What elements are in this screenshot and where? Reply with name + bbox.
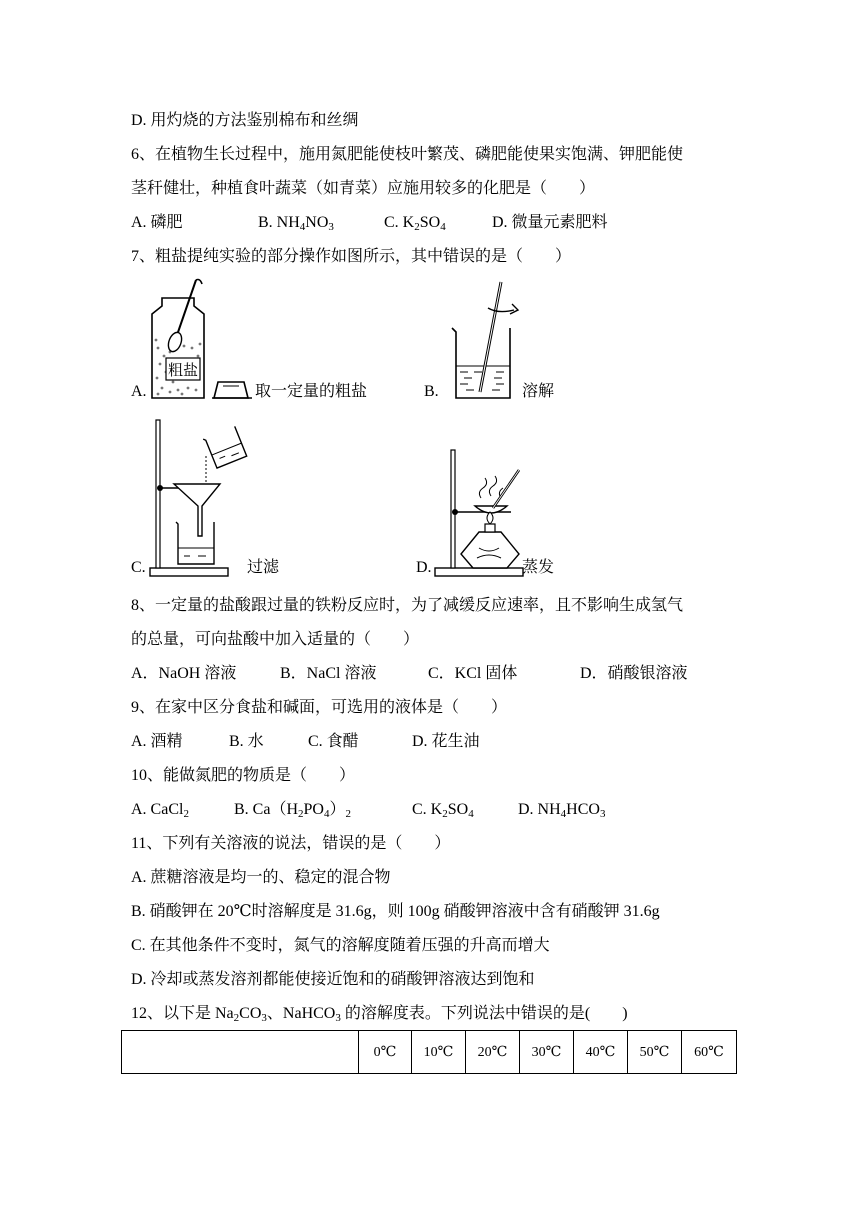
q8-stem-line2: 的总量，可向盐酸中加入适量的（ ） <box>131 631 420 648</box>
table-header-cell: 20℃ <box>466 1031 520 1074</box>
q6-option-d: D. 微量元素肥料 <box>492 214 608 231</box>
q8-stem-line1: 8、一定量的盐酸跟过量的铁粉反应时，为了减缓反应速率，且不影响生成氢气 <box>131 597 684 614</box>
q7-fig-b-beaker-illustration <box>444 278 524 404</box>
q6-option-c: C. $K_2SO_4$ <box>384 214 446 233</box>
q11-option-b: B. 硝酸钾在 20℃时溶解度是 31.6g，则 100g 硝酸钾溶液中含有硝酸钾 31.6g <box>131 903 660 920</box>
q8-option-b: B．NaCl 溶液 <box>280 665 377 682</box>
q10-option-a: A. CaCl$_2$ <box>131 801 189 820</box>
table-header-cell: 10℃ <box>412 1031 466 1074</box>
q11-option-d: D. 冷却或蒸发溶剂都能使接近饱和的硝酸钾溶液达到饱和 <box>131 971 535 988</box>
q10-option-c: C. $K_2SO_4$ <box>412 801 474 820</box>
q10-stem: 10、能做氮肥的物质是（ ） <box>131 767 356 784</box>
q9-option-d: D. 花生油 <box>412 733 480 750</box>
table-header-cell: 40℃ <box>574 1031 628 1074</box>
q6-stem-line1: 6、在植物生长过程中，施用氮肥能使枝叶繁茂、磷肥能使果实饱满、钾肥能使 <box>131 146 684 163</box>
table-header-cell: 30℃ <box>520 1031 574 1074</box>
q11-option-c: C. 在其他条件不变时，氮气的溶解度随着压强的升高而增大 <box>131 937 550 954</box>
q8-option-d: D．硝酸银溶液 <box>580 665 688 682</box>
solubility-table <box>121 1030 737 1074</box>
q10-option-b: B. $Ca(H_2PO_4)_2$ <box>234 801 351 820</box>
q11-stem: 11、下列有关溶液的说法，错误的是（ ） <box>131 835 451 852</box>
table-header-cell: 50℃ <box>628 1031 682 1074</box>
q6-option-b: B. $NH_4NO_3$ <box>258 214 334 233</box>
q6-stem-line2: 茎秆健壮，种植食叶蔬菜（如青菜）应施用较多的化肥是（ ） <box>131 180 596 197</box>
q7-fig-a-label: 取一定量的粗盐 <box>255 383 368 400</box>
q7-fig-d-evaporation-illustration <box>433 448 525 580</box>
table-header-cell: 60℃ <box>682 1031 737 1074</box>
q9-option-a: A. 酒精 <box>131 733 183 750</box>
q12-stem: 12、以下是 $Na_2CO_3$、NaHCO$_3$ 的溶解度表。下列说法中错误的是( ) <box>131 1005 628 1024</box>
table-row <box>122 1031 737 1074</box>
q7-fig-c-label: 过滤 <box>247 559 280 576</box>
q7-stem: 7、粗盐提纯实验的部分操作如图所示，其中错误的是（ ） <box>131 248 572 265</box>
q6-option-a: A. 磷肥 <box>131 214 183 231</box>
table-corner-cell <box>122 1031 359 1074</box>
table-header-cell: 0℃ <box>359 1031 412 1074</box>
q9-option-c: C. 食醋 <box>308 733 359 750</box>
q10-option-d: D. $NH_4HCO_3$ <box>518 801 606 820</box>
q7-fig-b-letter: B. <box>424 383 439 400</box>
q7-fig-a-jar-label: 粗盐 <box>167 361 199 379</box>
q7-fig-b-label: 溶解 <box>522 383 555 400</box>
q9-option-b: B. 水 <box>229 733 264 750</box>
q7-fig-d-label: 蒸发 <box>522 559 555 576</box>
q5-option-d: D. 用灼烧的方法鉴别棉布和丝绸 <box>131 112 359 129</box>
q9-stem: 9、在家中区分食盐和碱面，可选用的液体是（ ） <box>131 699 508 716</box>
q11-option-a: A. 蔗糖溶液是均一的、稳定的混合物 <box>131 869 391 886</box>
q7-fig-d-letter: D. <box>416 559 432 576</box>
q7-fig-c-letter: C. <box>131 559 146 576</box>
q7-fig-c-filtration-illustration <box>148 418 248 580</box>
q8-option-a: A．NaOH 溶液 <box>131 665 237 682</box>
q7-fig-a-jar-illustration <box>148 278 260 404</box>
q7-fig-a-letter: A. <box>131 383 147 400</box>
q8-option-c: C．KCl 固体 <box>428 665 518 682</box>
